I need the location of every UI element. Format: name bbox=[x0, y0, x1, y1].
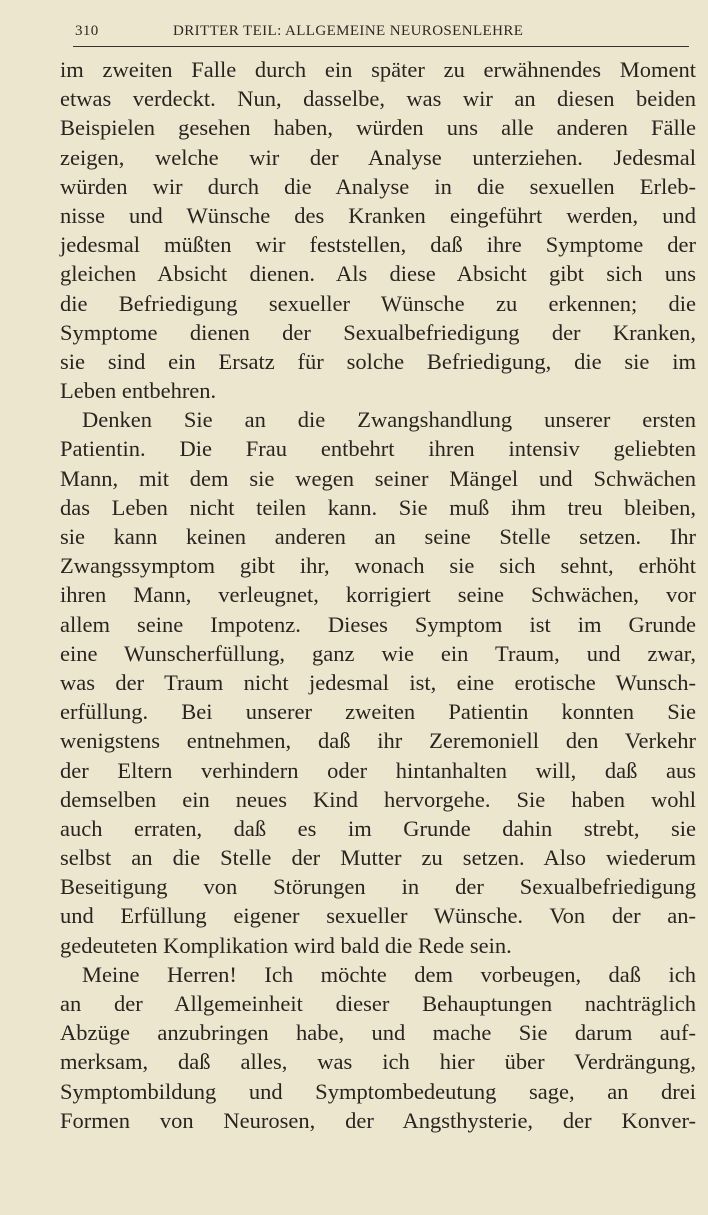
text-line: sie sind ein Ersatz für solche Befriedigung, die sie im bbox=[60, 348, 696, 374]
text-line: würden wir durch die Analyse in die sexuellen Erleb- bbox=[60, 173, 696, 199]
text-line: gleichen Absicht dienen. Als diese Absicht gibt sich uns bbox=[60, 261, 696, 287]
text-line: Abzüge anzubringen habe, und mache Sie darum auf- bbox=[60, 1020, 696, 1046]
text-line: Beispielen gesehen haben, würden uns alle anderen Fälle bbox=[60, 115, 696, 141]
text-line: die Befriedigung sexueller Wünsche zu erkennen; die bbox=[60, 290, 696, 316]
text-line: jedesmal müßten wir feststellen, daß ihre Symptome der bbox=[60, 232, 696, 258]
text-line: selbst an die Stelle der Mutter zu setzen. Also wiederum bbox=[60, 845, 696, 871]
body-text bbox=[60, 55, 696, 1135]
text-line: was der Traum nicht jedesmal ist, eine erotische Wunsch- bbox=[60, 669, 696, 695]
text-line: nisse und Wünsche des Kranken eingeführt werden, und bbox=[60, 202, 696, 228]
text-line: Symptome dienen der Sexualbefriedigung der Kranken, bbox=[60, 319, 696, 345]
text-line: und Erfüllung eigener sexueller Wünsche. Von der an- bbox=[60, 903, 696, 929]
text-line: ihren Mann, verleugnet, korrigiert seine Schwächen, vor bbox=[60, 582, 696, 608]
text-line: Zwangssymptom gibt ihr, wonach sie sich sehnt, erhöht bbox=[60, 553, 696, 579]
text-line: erfüllung. Bei unserer zweiten Patientin konnten Sie bbox=[60, 699, 696, 725]
text-line: allem seine Impotenz. Dieses Symptom ist im Grunde bbox=[60, 611, 696, 637]
text-line: demselben ein neues Kind hervorgehe. Sie haben wohl bbox=[60, 786, 696, 812]
text-line: auch erraten, daß es im Grunde dahin strebt, sie bbox=[60, 815, 696, 841]
page-header bbox=[73, 22, 697, 44]
text-line: das Leben nicht teilen kann. Sie muß ihm treu bleiben, bbox=[60, 494, 696, 520]
text-line: im zweiten Falle durch ein später zu erwähnendes Moment bbox=[60, 57, 696, 82]
text-line: der Eltern verhindern oder hintanhalten will, daß aus bbox=[60, 757, 696, 783]
text-line: Beseitigung von Störungen in der Sexualbefriedigung bbox=[60, 874, 696, 900]
text-line: gedeuteten Komplikation wird bald die Rede sein. bbox=[60, 932, 512, 958]
text-line: Formen von Neurosen, der Angsthysterie, der Konver- bbox=[60, 1107, 696, 1133]
text-line: Denken Sie an die Zwangshandlung unserer ersten bbox=[82, 407, 696, 433]
text-line: etwas verdeckt. Nun, dasselbe, was wir an diesen beiden bbox=[60, 86, 696, 112]
text-line: an der Allgemeinheit dieser Behauptungen nachträglich bbox=[60, 991, 696, 1016]
text-line: sie kann keinen anderen an seine Stelle setzen. Ihr bbox=[60, 524, 696, 549]
text-line: Patientin. Die Frau entbehrt ihren intensiv geliebten bbox=[60, 436, 696, 462]
text-line: wenigstens entnehmen, daß ihr Zeremoniell den Verkehr bbox=[60, 728, 696, 754]
text-line: Symptombildung und Symptombedeutung sage, an drei bbox=[60, 1078, 696, 1104]
text-line: Meine Herren! Ich möchte dem vorbeugen, daß ich bbox=[82, 961, 696, 987]
page-number: 310 bbox=[75, 23, 99, 39]
text-line: eine Wunscherfüllung, ganz wie ein Traum, und zwar, bbox=[60, 640, 696, 666]
text-line: Leben entbehren. bbox=[60, 378, 217, 404]
header-rule bbox=[73, 46, 689, 47]
running-head: DRITTER TEIL: ALLGEMEINE NEUROSENLEHRE bbox=[173, 23, 524, 39]
text-line: Mann, mit dem sie wegen seiner Mängel und Schwächen bbox=[60, 465, 696, 491]
text-line: zeigen, welche wir der Analyse unterziehen. Jedesmal bbox=[60, 144, 696, 170]
text-line: merksam, daß alles, was ich hier über Verdrängung, bbox=[60, 1049, 696, 1075]
